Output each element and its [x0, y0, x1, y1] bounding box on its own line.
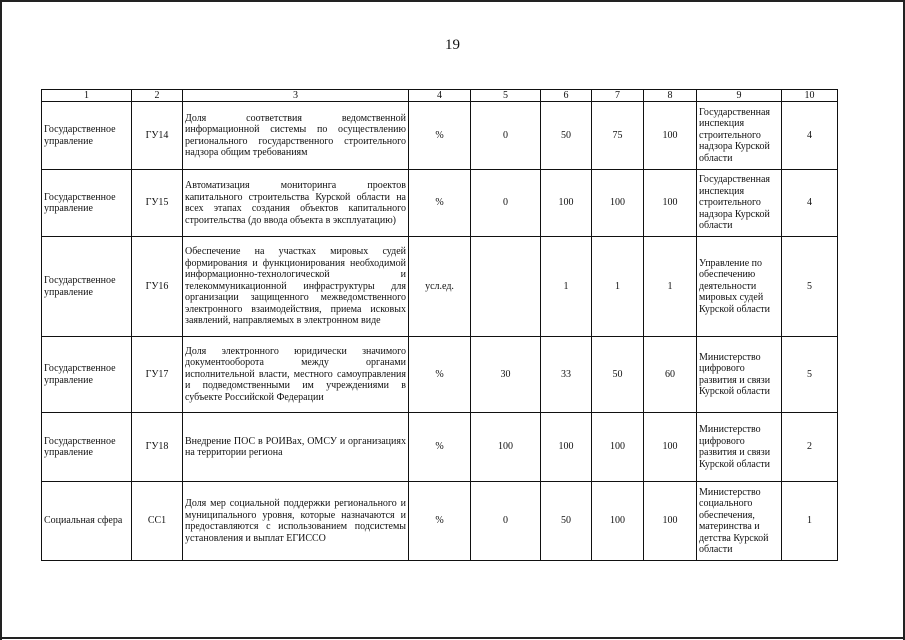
sphere-cell: Государственное управление [42, 102, 132, 170]
value-cell: 50 [592, 337, 644, 413]
weight-cell: 4 [782, 102, 838, 170]
description-cell: Обеспечение на участках мировых судей формирования и функционирования необходимой информационно-технологической и телекоммуникационной инфраструктуры для организации защищенного межведомственного электронного взаимодействия, приема исковых заявлений, направляемых в электронном виде [183, 237, 409, 337]
description-cell: Доля мер социальной поддержки регионального и муниципального уровня, которые назначаются и предоставляются с использованием подсистемы установления и выплат ЕГИССО [183, 482, 409, 561]
value-cell: 0 [471, 170, 541, 237]
responsible-cell: Министерство социального обеспечения, материнства и детства Курской области [697, 482, 782, 561]
value-cell: 50 [541, 102, 592, 170]
unit-cell: % [409, 337, 471, 413]
weight-cell: 2 [782, 413, 838, 482]
table-row [42, 170, 838, 237]
page-number: 19 [445, 37, 460, 53]
value-cell: 1 [592, 237, 644, 337]
value-cell: 100 [644, 170, 697, 237]
unit-cell: % [409, 413, 471, 482]
table-row [42, 413, 838, 482]
header-cell: 1 [42, 90, 132, 102]
indicators-table [41, 89, 838, 561]
value-cell: 100 [471, 413, 541, 482]
header-cell: 2 [132, 90, 183, 102]
value-cell: 50 [541, 482, 592, 561]
sphere-cell: Государственное управление [42, 413, 132, 482]
value-cell: 100 [592, 482, 644, 561]
unit-cell: % [409, 170, 471, 237]
unit-cell: % [409, 482, 471, 561]
value-cell: 100 [592, 170, 644, 237]
description-cell: Доля соответствия ведомственной информационной системы по осуществлению регионального государственного строительного надзора общим требованиям [183, 102, 409, 170]
value-cell: 30 [471, 337, 541, 413]
unit-cell: усл.ед. [409, 237, 471, 337]
value-cell: 33 [541, 337, 592, 413]
value-cell: 100 [592, 413, 644, 482]
page-frame-bottom [0, 637, 905, 639]
weight-cell: 5 [782, 237, 838, 337]
description-cell: Автоматизация мониторинга проектов капитального строительства Курской области на всех этапах создания объектов капитального строительства (до ввода объекта в эксплуатацию) [183, 170, 409, 237]
table-row [42, 102, 838, 170]
value-cell: 1 [541, 237, 592, 337]
value-cell: 100 [644, 482, 697, 561]
description-cell: Доля электронного юридически значимого документооборота между органами исполнительной власти, местного самоуправления и подведомственными им учреждениями в субъекте Российской Федерации [183, 337, 409, 413]
weight-cell: 1 [782, 482, 838, 561]
responsible-cell: Министерство цифрового развития и связи Курской области [697, 413, 782, 482]
value-cell: 60 [644, 337, 697, 413]
value-cell [471, 237, 541, 337]
value-cell: 100 [541, 413, 592, 482]
sphere-cell: Социальная сфера [42, 482, 132, 561]
header-cell: 8 [644, 90, 697, 102]
header-cell: 6 [541, 90, 592, 102]
code-cell: ГУ16 [132, 237, 183, 337]
table-row [42, 337, 838, 413]
page-frame-top [0, 0, 905, 2]
unit-cell: % [409, 102, 471, 170]
sphere-cell: Государственное управление [42, 170, 132, 237]
value-cell: 100 [644, 102, 697, 170]
description-cell: Внедрение ПОС в РОИВах, ОМСУ и организациях на территории региона [183, 413, 409, 482]
header-cell: 10 [782, 90, 838, 102]
responsible-cell: Управление по обеспечению деятельности мировых судей Курской области [697, 237, 782, 337]
page-frame-left [0, 0, 2, 640]
value-cell: 100 [541, 170, 592, 237]
header-cell: 9 [697, 90, 782, 102]
sphere-cell: Государственное управление [42, 337, 132, 413]
table-row [42, 482, 838, 561]
code-cell: ГУ14 [132, 102, 183, 170]
weight-cell: 5 [782, 337, 838, 413]
sphere-cell: Государственное управление [42, 237, 132, 337]
responsible-cell: Министерство цифрового развития и связи Курской области [697, 337, 782, 413]
responsible-cell: Государственная инспекция строительного надзора Курской области [697, 170, 782, 237]
header-cell: 7 [592, 90, 644, 102]
value-cell: 0 [471, 102, 541, 170]
header-row [42, 90, 838, 102]
value-cell: 100 [644, 413, 697, 482]
value-cell: 0 [471, 482, 541, 561]
code-cell: СС1 [132, 482, 183, 561]
table-row [42, 237, 838, 337]
weight-cell: 4 [782, 170, 838, 237]
code-cell: ГУ17 [132, 337, 183, 413]
value-cell: 75 [592, 102, 644, 170]
header-cell: 5 [471, 90, 541, 102]
code-cell: ГУ18 [132, 413, 183, 482]
header-cell: 4 [409, 90, 471, 102]
responsible-cell: Государственная инспекция строительного надзора Курской области [697, 102, 782, 170]
header-cell: 3 [183, 90, 409, 102]
code-cell: ГУ15 [132, 170, 183, 237]
value-cell: 1 [644, 237, 697, 337]
